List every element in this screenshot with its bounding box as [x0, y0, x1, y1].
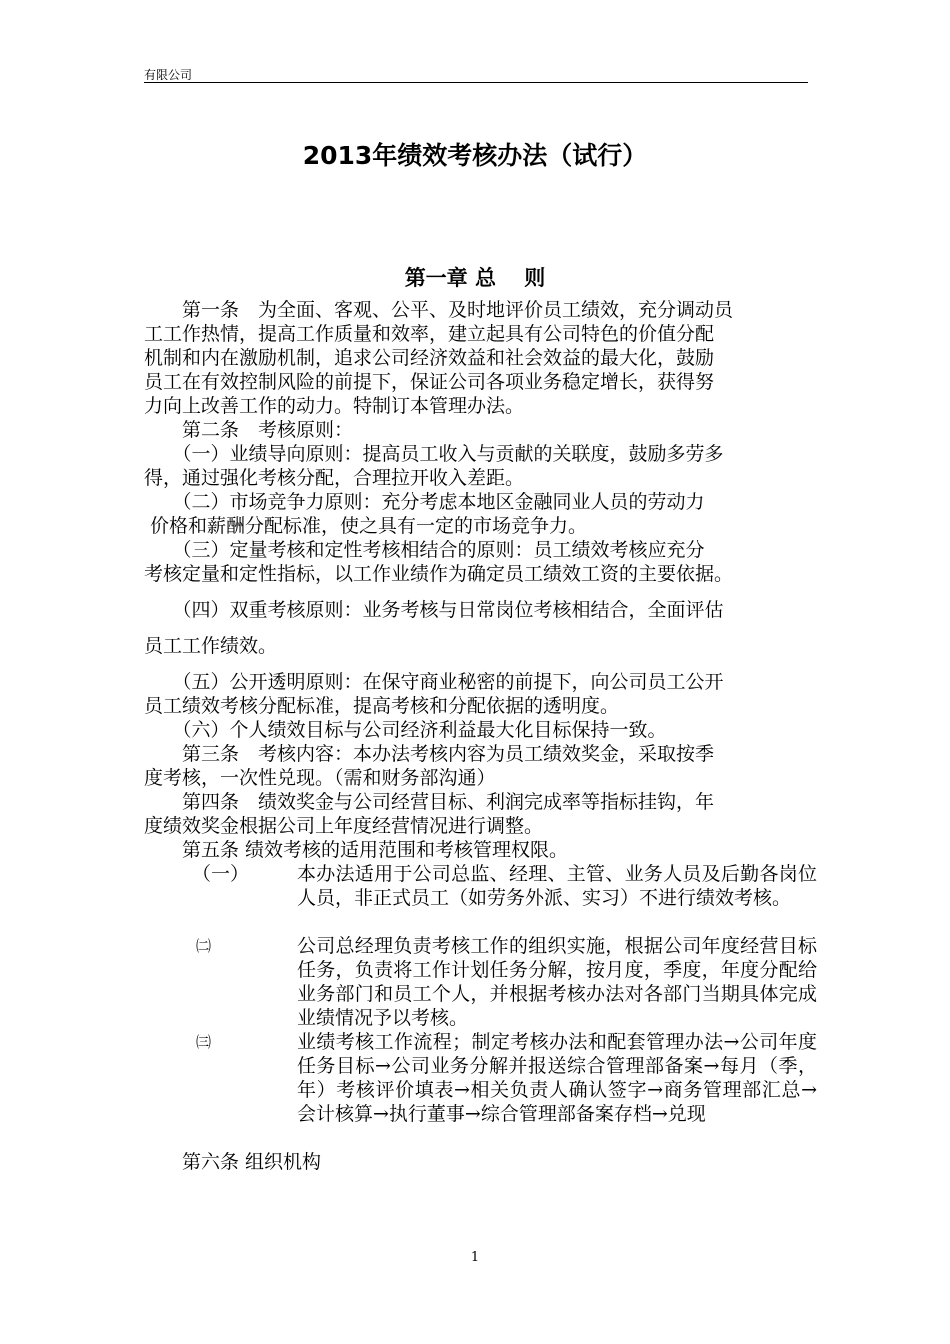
- paragraph-line: 第三条 考核内容：本办法考核内容为员工绩效奖金，采取按季: [144, 743, 715, 765]
- paragraph-line: （二）市场竞争力原则：充分考虑本地区金融同业人员的劳动力: [144, 491, 705, 513]
- list-item-text: 本办法适用于公司总监、经理、主管、业务人员及后勤各岗位人员，非正式员工（如劳务外派、实习）不进行绩效考核。: [297, 863, 817, 909]
- paragraph-line: 第二条 考核原则：: [144, 419, 354, 441]
- page-number: 1: [470, 1250, 480, 1265]
- paragraph-line: （四）双重考核原则：业务考核与日常岗位考核相结合，全面评估: [144, 599, 724, 621]
- paragraph-line: 工工作热情，提高工作质量和效率，建立起具有公司特色的价值分配: [144, 323, 715, 345]
- paragraph-line: （六）个人绩效目标与公司经济利益最大化目标保持一致。: [144, 719, 667, 741]
- paragraph-line: （五）公开透明原则：在保守商业秘密的前提下，向公司员工公开: [144, 671, 724, 693]
- chapter-title: 第一章 总 则: [404, 266, 546, 290]
- paragraph-line: 第一条 为全面、客观、公平、及时地评价员工绩效，充分调动员: [144, 299, 734, 321]
- list-item-text: 业绩考核工作流程；制定考核办法和配套管理办法→公司年度任务目标→公司业务分解并报送综合管理部备案→每月（季，年）考核评价填表→相关负责人确认签字→商务管理部汇总→会计核算→执行董事→综合管理部备案存档→兑现: [297, 1031, 817, 1125]
- list-item-number: （一）: [192, 863, 250, 885]
- list-item-number: ㈡: [196, 937, 212, 955]
- paragraph-line: 度绩效奖金根据公司上年度经营情况进行调整。: [144, 815, 544, 837]
- paragraph-line: 员工工作绩效。: [144, 635, 278, 657]
- paragraph-line: 机制和内在激励机制，追求公司经济效益和社会效益的最大化，鼓励: [144, 347, 715, 369]
- paragraph-line: （三）定量考核和定性考核相结合的原则：员工绩效考核应充分: [144, 539, 705, 561]
- paragraph-line: 价格和薪酬分配标准，使之具有一定的市场竞争力。: [144, 515, 588, 537]
- paragraph-line: 第五条 绩效考核的适用范围和考核管理权限。: [144, 839, 569, 861]
- paragraph-line: 第六条 组织机构: [144, 1151, 322, 1173]
- paragraph-line: 员工绩效考核分配标准，提高考核和分配依据的透明度。: [144, 695, 620, 717]
- paragraph-line: 第四条 绩效奖金与公司经营目标、利润完成率等指标挂钩，年: [144, 791, 715, 813]
- paragraph-line: 考核定量和定性指标，以工作业绩作为确定员工绩效工资的主要依据。: [144, 563, 734, 585]
- header-company-name: 有限公司: [144, 68, 193, 82]
- list-item-number: ㈢: [196, 1033, 212, 1051]
- document-title: 2013年绩效考核办法（试行）: [302, 141, 648, 170]
- paragraph-line: 力向上改善工作的动力。特制订本管理办法。: [144, 395, 525, 417]
- list-item-text: 公司总经理负责考核工作的组织实施，根据公司年度经营目标任务，负责将工作计划任务分解，按月度，季度，年度分配给业务部门和员工个人，并根据考核办法对各部门当期具体完成业绩情况予以考核。: [297, 935, 817, 1029]
- paragraph-line: 度考核，一次性兑现。（需和财务部沟通）: [144, 767, 496, 789]
- header-divider: [144, 82, 808, 83]
- paragraph-line: （一）业绩导向原则：提高员工收入与贡献的关联度，鼓励多劳多: [144, 443, 724, 465]
- paragraph-line: 得，通过强化考核分配，合理拉开收入差距。: [144, 467, 525, 489]
- paragraph-line: 员工在有效控制风险的前提下，保证公司各项业务稳定增长，获得努: [144, 371, 715, 393]
